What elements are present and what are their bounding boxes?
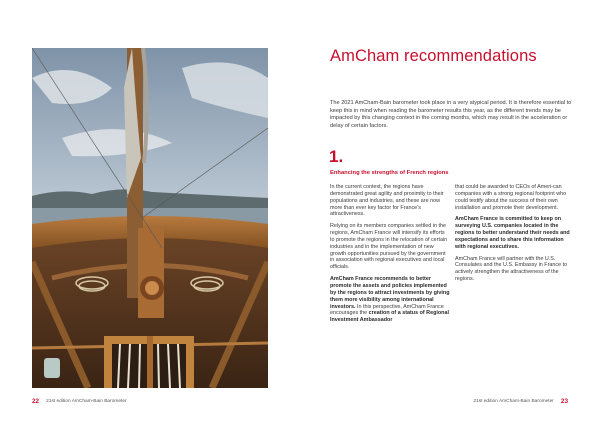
intro-paragraph: The 2021 AmCham-Bain barometer took place in a very atypical period. It is therefore essential to keep this in mind when reading the barometer results this year, as the different trends may be impacted by this changing context in the coming months, which may result in the acceleration or delay of certain factors. — [330, 100, 572, 129]
left-paragraph-3 — [330, 276, 450, 324]
recommendation-bold-text: AmCham France recommends to better promote the assets and policies implemented by the regions to attract investments by giving them more visibility among international investors. — [330, 276, 450, 310]
right-paragraph-1: that could be awarded to CEOs of Ameri-can companies with a strong regional footprint who could testify about the success of their own installation and promote their development. — [455, 184, 567, 211]
commitment-bold-text: AmCham France is committed to keep on surveying U.S. companies located in the regions to better understand their needs and expectations and to share this information with regional executives. — [455, 216, 570, 250]
section-number: 1. — [329, 147, 344, 166]
right-column — [455, 184, 575, 288]
sailboat-deck-photo — [32, 48, 268, 388]
ambassador-bold-text: creation of a status of Regional Investment Ambassador — [330, 310, 449, 324]
right-paragraph-2 — [455, 216, 575, 250]
footer-right-text: 21st edition AmCham-Bain Barometer — [473, 399, 554, 404]
page-number-left: 22 — [32, 398, 40, 405]
recommendation-text: In this perspective, AmCham France encourages the — [330, 303, 444, 317]
section-subheading: Enhancing the strengths of French regions — [330, 170, 449, 176]
footer-left-text: 21st edition AmCham-Bain Barometer — [46, 399, 127, 404]
left-column — [330, 184, 450, 329]
right-paragraph-3: AmCham France will partner with the U.S. Consulates and the U.S. Embassy in France to actively strengthen the attractiveness of the regions. — [455, 255, 568, 283]
left-paragraph-1: In the current context, the regions have demonstrated great agility and proximity to their populations and industries, and these are now more than ever key factor for France's attractiveness. — [330, 184, 444, 218]
page-number-right: 23 — [560, 398, 568, 405]
footer-right — [473, 398, 568, 405]
page-title: AmCham recommendations — [330, 47, 537, 65]
footer-left — [32, 398, 127, 405]
left-paragraph-2: Relying on its members companies settled in the regions, AmCham France will intensify its efforts to promote the regions in the relocation of certain industries and in the implementation of new growth opportunities pursued by the government in association with regional executives and local officials. — [330, 223, 448, 271]
